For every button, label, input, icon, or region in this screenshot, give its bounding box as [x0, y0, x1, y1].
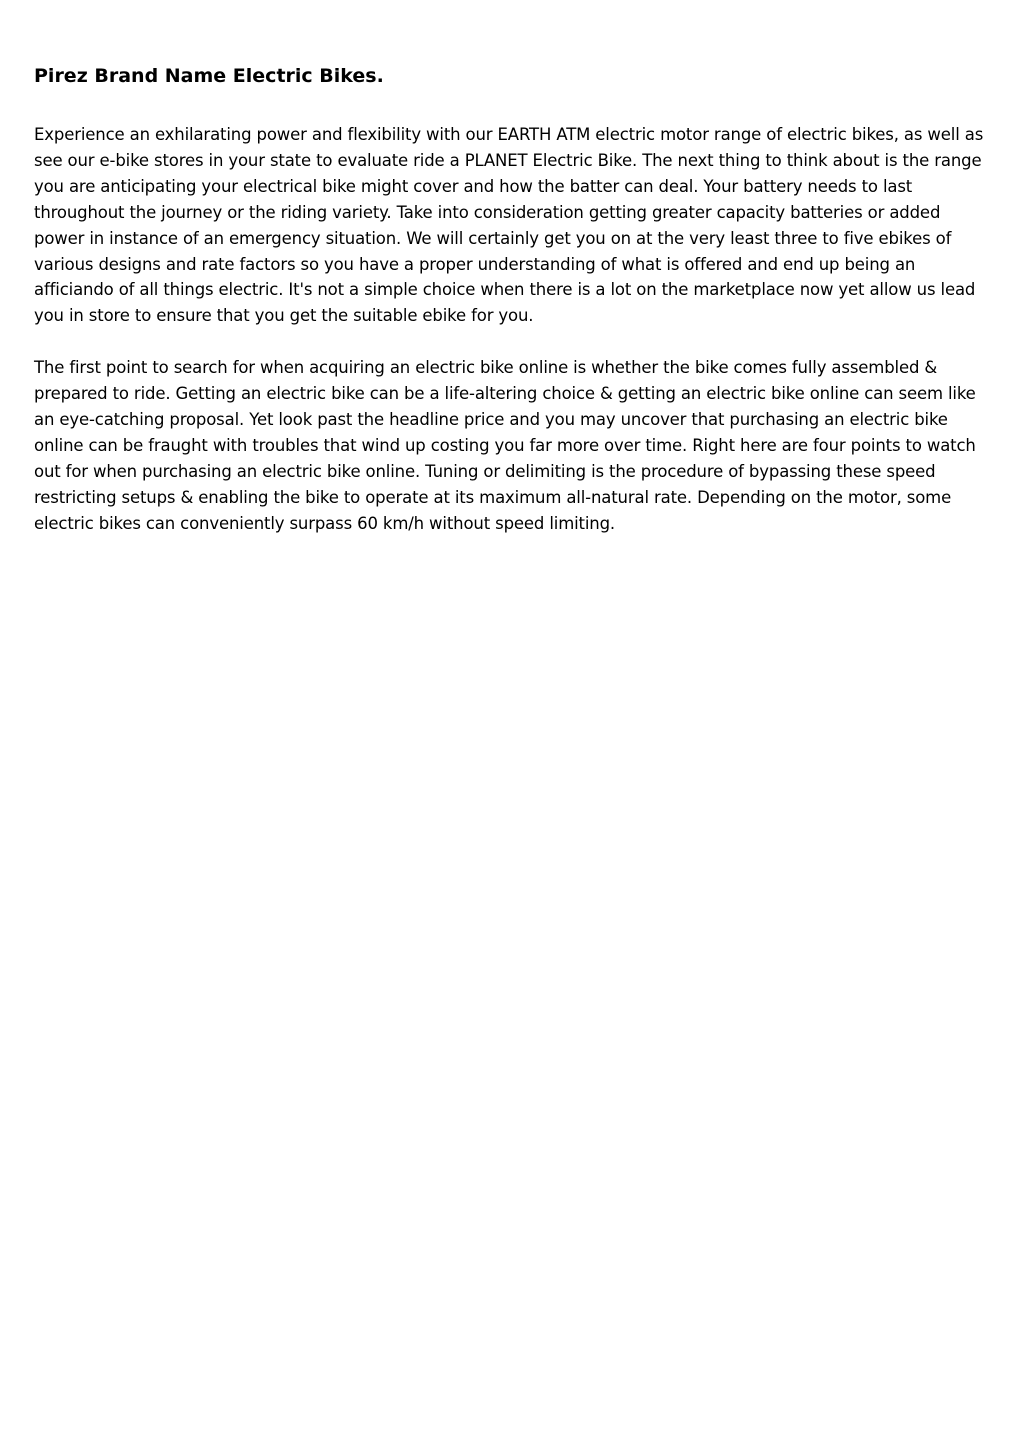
body-paragraph-2: The first point to search for when acquiring an electric bike online is whether the bike comes fully assembled & prepared to ride. Getting an electric bike can be a life-altering choice & getting an electric bike online can seem like an eye-catching proposal. Yet look past the headline price and you may uncover that purchasing an electric bike online can be fraught with troubles that wind up costing you far more over time. Right here are four points to watch out for when purchasing an electric bike online. Tuning or delimiting is the procedure of bypassing these speed restricting setups & enabling the bike to operate at its maximum all-natural rate. Depending on the motor, some electric bikes can conveniently surpass 60 km/h without speed limiting. [34, 358, 976, 533]
document-page [34, 62, 994, 563]
page-title: Pirez Brand Name Electric Bikes. [34, 65, 384, 87]
body-paragraph-1: Experience an exhilarating power and flexibility with our EARTH ATM electric motor range of electric bikes, as well as see our e-bike stores in your state to evaluate ride a PLANET Electric Bike. The next thing to think about is the range you are anticipating your electrical bike might cover and how the batter can deal. Your battery needs to last throughout the journey or the riding variety. Take into consideration getting greater capacity batteries or added power in instance of an emergency situation. We will certainly get you on at the very least three to five ebikes of various designs and rate factors so you have a proper understanding of what is offered and end up being an afficiando of all things electric. It's not a simple choice when there is a lot on the marketplace now yet allow us lead you in store to ensure that you get the suitable ebike for you. [34, 125, 984, 326]
